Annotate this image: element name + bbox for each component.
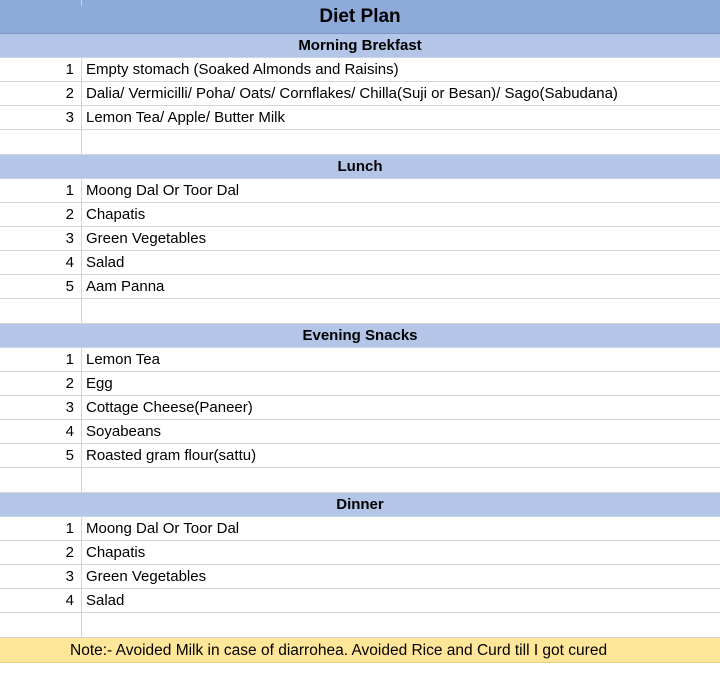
section-heading: Lunch (337, 158, 383, 175)
grid-line (81, 444, 82, 467)
section-header-morning[interactable] (0, 34, 720, 58)
item-number: 4 (65, 592, 74, 609)
grid-line (81, 565, 82, 588)
item-text: Aam Panna (86, 278, 165, 295)
item-number: 1 (65, 182, 74, 199)
grid-line (81, 0, 82, 6)
blank-row[interactable] (0, 130, 720, 155)
grid-line (81, 613, 82, 637)
item-number: 3 (65, 399, 74, 416)
grid-line (81, 372, 82, 395)
grid-line (81, 227, 82, 250)
table-row[interactable] (0, 589, 720, 613)
item-text: Roasted gram flour(sattu) (86, 447, 257, 464)
grid-line (81, 82, 82, 105)
blank-row[interactable] (0, 613, 720, 638)
section-heading: Morning Brekfast (298, 37, 422, 54)
item-number: 5 (65, 447, 74, 464)
item-text: Lemon Tea (86, 351, 160, 368)
item-text: Chapatis (86, 206, 146, 223)
grid-line (81, 106, 82, 129)
item-number: 2 (65, 85, 74, 102)
item-text: Green Vegetables (86, 568, 207, 585)
item-text: Salad (86, 592, 125, 609)
grid-line (81, 251, 82, 274)
item-number: 3 (65, 109, 74, 126)
item-number: 1 (65, 351, 74, 368)
table-row[interactable] (0, 203, 720, 227)
item-text: Egg (86, 375, 113, 392)
table-row[interactable] (0, 82, 720, 106)
item-number: 1 (65, 520, 74, 537)
item-text: Empty stomach (Soaked Almonds and Raisins) (86, 61, 399, 78)
grid-line (81, 348, 82, 371)
table-row[interactable] (0, 227, 720, 251)
section-header-evening-snacks[interactable] (0, 324, 720, 348)
grid-line (81, 517, 82, 540)
item-text: Green Vegetables (86, 230, 207, 247)
table-row[interactable] (0, 251, 720, 275)
item-number: 3 (65, 568, 74, 585)
item-number: 2 (65, 375, 74, 392)
grid-line (81, 58, 82, 81)
grid-line (81, 420, 82, 443)
table-row[interactable] (0, 179, 720, 203)
grid-line (81, 130, 82, 154)
item-number: 2 (65, 206, 74, 223)
section-heading: Dinner (336, 496, 384, 513)
grid-line (81, 541, 82, 564)
table-row[interactable] (0, 58, 720, 82)
item-text: Chapatis (86, 544, 146, 561)
table-row[interactable] (0, 275, 720, 299)
item-text: Soyabeans (86, 423, 162, 440)
table-row[interactable] (0, 541, 720, 565)
grid-line (81, 179, 82, 202)
table-row[interactable] (0, 517, 720, 541)
page-title: Diet Plan (319, 6, 401, 27)
item-number: 3 (65, 230, 74, 247)
grid-line (81, 396, 82, 419)
grid-line (81, 203, 82, 226)
table-row[interactable] (0, 444, 720, 468)
item-number: 4 (65, 423, 74, 440)
title-row[interactable] (0, 0, 720, 34)
section-header-dinner[interactable] (0, 493, 720, 517)
item-text: Moong Dal Or Toor Dal (86, 182, 240, 199)
item-text: Moong Dal Or Toor Dal (86, 520, 240, 537)
table-row[interactable] (0, 565, 720, 589)
grid-line (81, 299, 82, 323)
item-text: Cottage Cheese(Paneer) (86, 399, 253, 416)
item-text: Lemon Tea/ Apple/ Butter Milk (86, 109, 285, 126)
note-text: Note:- Avoided Milk in case of diarrohea. Avoided Rice and Curd till I got cured (70, 642, 608, 659)
grid-line (81, 275, 82, 298)
section-header-lunch[interactable] (0, 155, 720, 179)
table-row[interactable] (0, 348, 720, 372)
grid-line (81, 589, 82, 612)
section-heading: Evening Snacks (302, 327, 418, 344)
table-row[interactable] (0, 420, 720, 444)
item-text: Dalia/ Vermicilli/ Poha/ Oats/ Cornflakes/ Chilla(Suji or Besan)/ Sago(Sabudana) (86, 85, 618, 102)
blank-row[interactable] (0, 299, 720, 324)
item-number: 2 (65, 544, 74, 561)
item-number: 1 (65, 61, 74, 78)
table-row[interactable] (0, 106, 720, 130)
grid-line (81, 468, 82, 492)
blank-row[interactable] (0, 468, 720, 493)
table-row[interactable] (0, 372, 720, 396)
item-number: 5 (65, 278, 74, 295)
table-row[interactable] (0, 396, 720, 420)
item-text: Salad (86, 254, 125, 271)
note-row[interactable] (0, 638, 720, 663)
item-number: 4 (65, 254, 74, 271)
